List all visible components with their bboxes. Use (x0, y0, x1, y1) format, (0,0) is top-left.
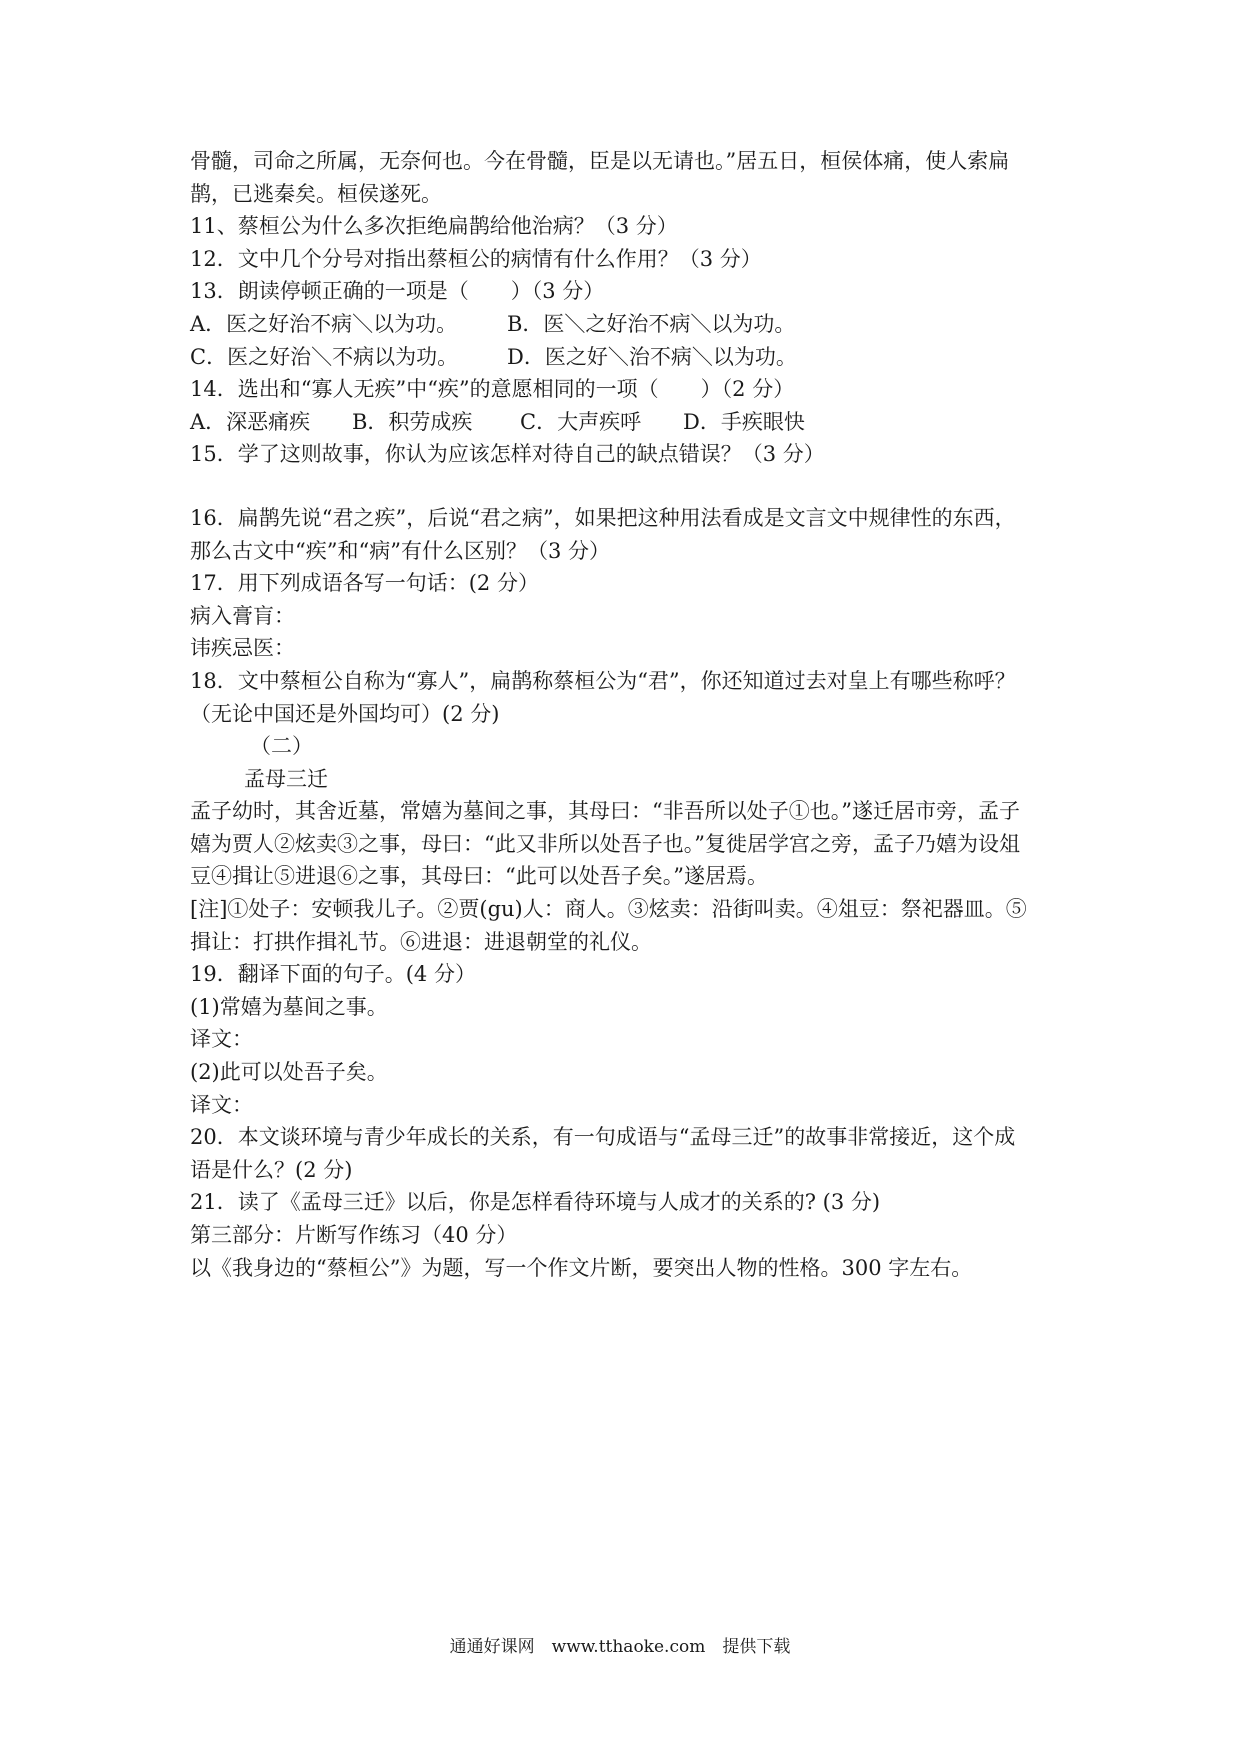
annotation-line: [注]①处子：安顿我儿子。②贾(gu)人：商人。③炫卖：沿街叫卖。④俎豆：祭祀器皿。⑤ (190, 897, 1027, 922)
q13-option-c: C．医之好治＼不病以为功。 (190, 344, 459, 369)
question-14: 14．选出和“寡人无疾”中“疾”的意愿相同的一项（ ）（2 分） (190, 377, 795, 402)
text-line: 那么古文中“疾”和“病”有什么区别？（3 分） (190, 538, 610, 563)
passage-line: 孟子幼时，其舍近墓，常嬉为墓间之事，其母曰：“非吾所以处子①也。”遂迁居市旁，孟子 (190, 799, 1020, 824)
question-19: 19．翻译下面的句子。(4 分） (190, 962, 476, 987)
question-11: 11、蔡桓公为什么多次拒绝扁鹊给他治病？（3 分） (190, 214, 678, 239)
writing-prompt: 以《我身边的“蔡桓公”》为题，写一个作文片断，要突出人物的性格。300 字左右。 (190, 1255, 973, 1280)
translate-sentence-1: (1)常嬉为墓间之事。 (190, 994, 388, 1019)
question-13: 13．朗读停顿正确的一项是（ ）（3 分） (190, 279, 605, 304)
passage-title: 孟母三迁 (244, 766, 328, 791)
q13-option-d: D．医之好＼治不病＼以为功。 (507, 344, 797, 369)
translation-label-2: 译文： (190, 1092, 253, 1117)
question-18: 18．文中蔡桓公自称为“寡人”，扁鹊称蔡桓公为“君”，你还知道过去对皇上有哪些称呼？ (190, 668, 1016, 693)
q14-option-b: B．积劳成疾 (352, 409, 473, 434)
passage-line: 嬉为贾人②炫卖③之事，母曰：“此又非所以处吾子也。”复徙居学宫之旁，孟子乃嬉为设俎 (190, 831, 1020, 856)
text-line: 鹊，已逃秦矣。桓侯遂死。 (190, 181, 442, 206)
document-body (190, 145, 1070, 1284)
question-12: 12．文中几个分号对指出蔡桓公的病情有什么作用？（3 分） (190, 246, 762, 271)
question-21: 21．读了《孟母三迁》以后，你是怎样看待环境与人成才的关系的? (3 分) (190, 1190, 881, 1215)
translate-sentence-2: (2)此可以处吾子矣。 (190, 1060, 388, 1085)
text-line: 语是什么？(2 分) (190, 1157, 353, 1182)
q14-option-c: C．大声疾呼 (520, 409, 642, 434)
question-16: 16．扁鹊先说“君之疾”，后说“君之病”，如果把这种用法看成是文言文中规律性的东西， (190, 505, 1016, 530)
q14-option-a: A．深恶痛疾 (190, 409, 311, 434)
q13-option-a: A．医之好治不病＼以为功。 (190, 311, 458, 336)
text-line: 骨髓，司命之所属，无奈何也。今在骨髓，臣是以无请也。”居五日，桓侯体痛，使人索扁 (190, 149, 1010, 173)
section-label: （二） (250, 734, 313, 759)
answer-space (190, 471, 1070, 502)
q13-options-row-2 (190, 341, 1070, 374)
idiom-prompt-2: 讳疾忌医： (190, 636, 295, 661)
passage-line: 豆④揖让⑤进退⑥之事，其母曰：“此可以处吾子矣。”遂居焉。 (190, 864, 768, 889)
text-line: （无论中国还是外国均可）(2 分) (190, 701, 500, 726)
idiom-prompt-1: 病入膏肓： (190, 603, 295, 628)
q14-options-row (190, 406, 1070, 439)
question-17: 17．用下列成语各写一句话：(2 分） (190, 571, 539, 596)
q14-option-d: D．手疾眼快 (683, 409, 805, 434)
translation-label-1: 译文： (190, 1027, 253, 1052)
question-20: 20．本文谈环境与青少年成长的关系，有一句成语与“孟母三迁”的故事非常接近，这个成 (190, 1125, 1016, 1150)
annotation-line: 揖让：打拱作揖礼节。⑥进退：进退朝堂的礼仪。 (190, 929, 652, 954)
q13-options-row-1 (190, 308, 1070, 341)
page-footer: 通通好课网 www.tthaoke.com 提供下载 (449, 1637, 791, 1657)
section-heading: 第三部分：片断写作练习（40 分） (190, 1223, 518, 1247)
q13-option-b: B．医＼之好治不病＼以为功。 (507, 311, 796, 336)
question-15: 15．学了这则故事，你认为应该怎样对待自己的缺点错误？（3 分） (190, 442, 825, 467)
